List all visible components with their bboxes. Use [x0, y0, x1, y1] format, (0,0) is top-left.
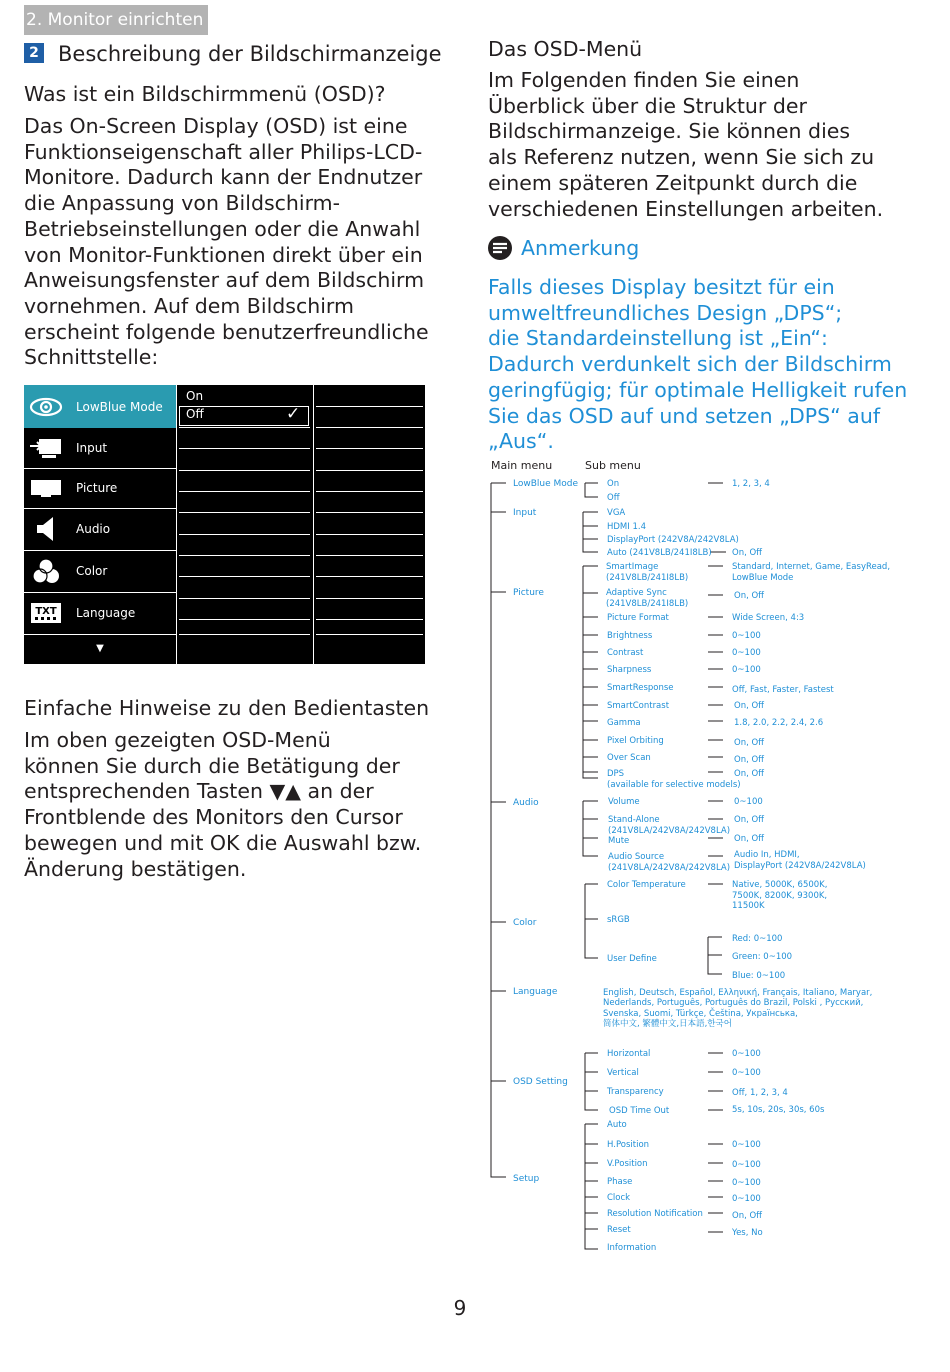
divider [316, 576, 423, 577]
text-line: geringfügig; für optimale Helligkeit rufen [488, 377, 908, 402]
text-line: bewegen und mit OK die Auswahl bzw. [24, 830, 422, 855]
tree-main-item: Language [513, 987, 558, 997]
hint-heading: Einfache Hinweise zu den Bedientasten [24, 696, 430, 720]
tree-sub-item: On [607, 479, 620, 489]
tree-value: 1, 2, 3, 4 [732, 479, 770, 489]
section-title: Beschreibung der Bildschirmanzeige [58, 42, 442, 66]
osd-item-label: Color [76, 564, 108, 578]
tree-sub-item: SmartResponse [607, 683, 674, 693]
osd-menu-heading: Das OSD-Menü [488, 37, 643, 61]
tree-sub-item: Contrast [607, 648, 644, 658]
note-icon [488, 236, 512, 260]
text-line: Überblick über die Struktur der [488, 93, 807, 118]
text-line: können Sie durch die Betätigung der [24, 753, 400, 778]
divider [179, 576, 310, 577]
text-line: Sie das OSD auf und setzen „DPS“ auf [488, 403, 881, 428]
divider [316, 406, 423, 407]
tree-sub-item: SmartImage [606, 562, 659, 572]
tree-language-line: Nederlands, Português, Português do Brazil, Polski , Русский, [603, 998, 864, 1008]
tree-value: 5s, 10s, 20s, 30s, 60s [732, 1105, 825, 1115]
tree-sub-item: Phase [607, 1177, 633, 1187]
divider [24, 508, 176, 509]
text-line: Schnittstelle: [24, 345, 159, 370]
divider [316, 427, 423, 428]
text-line: die Standardeinstellung ist „Ein“: [488, 326, 828, 351]
divider [24, 592, 176, 593]
osd-item-label: Language [76, 606, 136, 620]
tree-value: On, Off [734, 755, 765, 765]
tree-language-list [603, 988, 872, 1029]
tree-sub-item: Off [607, 493, 620, 503]
osd-menu-screenshot [24, 385, 425, 664]
text-line: „Aus“. [488, 429, 554, 454]
osd-item-input [24, 428, 176, 468]
tree-sub-item: OSD Time Out [609, 1106, 670, 1116]
osd-item-color [24, 550, 176, 592]
tree-value: Green: 0~100 [732, 952, 793, 962]
tree-value: On, Off [734, 701, 765, 711]
chapter-tab: 2. Monitor einrichten [24, 5, 208, 35]
tree-sub-item: User Define [607, 954, 657, 964]
divider [179, 427, 310, 428]
divider [179, 512, 310, 513]
tree-sub-item: VGA [607, 508, 626, 518]
tree-sub-item: Picture Format [607, 613, 669, 623]
tree-value: On, Off [734, 738, 765, 748]
divider [179, 619, 310, 620]
tree-sub-item: Audio Source [608, 852, 665, 862]
divider [24, 468, 176, 469]
text-line: verschiedenen Einstellungen arbeiten. [488, 196, 884, 221]
tree-sub-item: Gamma [607, 718, 641, 728]
tree-sub-item: Auto (241V8LB/241I8LB) [607, 548, 712, 558]
divider [179, 534, 310, 535]
tree-value: 0~100 [732, 1160, 761, 1170]
hint-paragraph [24, 728, 444, 882]
osd-item-label: Picture [76, 481, 118, 495]
tree-value: 0~100 [732, 1049, 761, 1059]
txt-icon [24, 602, 68, 624]
tree-value: On, Off [732, 1211, 763, 1221]
note-label: Anmerkung [521, 236, 640, 260]
text-line: Falls dieses Display besitzt für ein [488, 275, 835, 299]
text-line: von Monitor-Funktionen direkt über ein [24, 242, 423, 267]
osd-submenu-off: Off [186, 407, 204, 421]
section-number-badge: 2 [24, 43, 44, 63]
tree-main-header: Main menu [491, 459, 553, 472]
tree-sub-item: Auto [607, 1120, 627, 1130]
text-line: Monitore. Dadurch kann der Endnutzer [24, 165, 423, 190]
check-icon: ✓ [286, 404, 301, 424]
tree-sub-item: Color Temperature [607, 880, 686, 890]
osd-intro-paragraph [24, 114, 444, 371]
tree-sub-item: Pixel Orbiting [607, 736, 664, 746]
divider [316, 598, 423, 599]
text-line: einem späteren Zeitpunkt durch die [488, 170, 858, 195]
divider [176, 385, 177, 664]
tree-sub-item: DPS [607, 769, 625, 779]
text-line: Funktionseigenschaft aller Philips-LCD- [24, 139, 423, 164]
divider [179, 634, 310, 635]
tree-value: On, Off [734, 834, 765, 844]
tree-sub-item: sRGB [607, 915, 630, 925]
tree-value: Yes, No [732, 1228, 763, 1238]
tree-sub-item: V.Position [607, 1159, 648, 1169]
osd-item-language [24, 592, 176, 634]
tree-value: On, Off [732, 548, 763, 558]
divider [316, 534, 423, 535]
text-line: umweltfreundliches Design „DPS“; [488, 300, 843, 325]
tree-language-line: English, Deutsch, Español, Ελληνική, Français, Italiano, Maryar, [603, 988, 873, 998]
tree-value: 0~100 [732, 1194, 761, 1204]
note-paragraph [488, 275, 938, 455]
tree-value: 0~100 [732, 1140, 761, 1150]
text-line: entsprechenden Tasten ▼▲ an der [24, 779, 374, 804]
tree-value: Red: 0~100 [732, 934, 783, 944]
tree-language-line: 简体中文, 繁體中文,日本語,한국어 [603, 1019, 732, 1029]
divider [316, 512, 423, 513]
osd-item-label: LowBlue Mode [76, 399, 163, 414]
text-line: Änderung bestätigen. [24, 856, 247, 881]
tree-sub-item: Information [607, 1243, 657, 1253]
text-line: Im oben gezeigten OSD-Menü [24, 728, 331, 752]
tree-value: 0~100 [732, 1068, 761, 1078]
tree-sub-item: SmartContrast [607, 701, 670, 711]
eye-icon [24, 396, 68, 418]
divider [179, 470, 310, 471]
text-line: Im Folgenden finden Sie einen [488, 68, 800, 92]
tree-sub-item: (241V8LB/241I8LB) [606, 599, 689, 609]
tree-value: On, Off [734, 815, 765, 825]
tree-main-items [513, 479, 578, 1184]
divider [179, 598, 310, 599]
tree-sub-item: Sharpness [607, 665, 652, 675]
divider [316, 470, 423, 471]
txt-icon-label: TXT [35, 606, 57, 617]
text-line: vornehmen. Auf dem Bildschirm [24, 293, 354, 318]
tree-value: 0~100 [732, 631, 761, 641]
tree-sub-item: Vertical [607, 1068, 639, 1078]
tree-main-item: Picture [513, 588, 544, 598]
divider [179, 491, 310, 492]
tree-value: 7500K, 8200K, 9300K, [732, 891, 828, 901]
osd-item-label: Audio [76, 522, 111, 536]
divider [316, 555, 423, 556]
osd-scroll-down-icon: ▼ [96, 643, 104, 654]
tree-sub-item: Over Scan [607, 753, 651, 763]
divider [313, 385, 314, 664]
tree-sub-item: (241V8LB/241I8LB) [606, 573, 689, 583]
text-line: Dadurch verdunkelt sich der Bildschirm [488, 352, 892, 377]
tree-value: Wide Screen, 4:3 [732, 613, 805, 623]
tree-value: 1.8, 2.0, 2.2, 2.4, 2.6 [734, 718, 824, 728]
tree-sub-item: HDMI 1.4 [607, 522, 646, 532]
tree-sub-item: Mute [608, 836, 630, 846]
tree-sub-item: (241V8LA/242V8A/242V8LA) [608, 826, 731, 836]
tree-sub-item: Volume [608, 797, 640, 807]
osd-item-label: Input [76, 441, 108, 455]
tree-sub-item: (available for selective models) [607, 780, 741, 790]
tree-sub-item: Adaptive Sync [606, 588, 667, 598]
tree-value: 0~100 [732, 648, 761, 658]
divider [316, 491, 423, 492]
divider [316, 634, 423, 635]
tree-main-item: Input [513, 508, 537, 518]
osd-menu-tree [488, 455, 928, 1265]
tree-main-item: Setup [513, 1174, 540, 1184]
text-line: Anweisungsfenster auf dem Bildschirm [24, 268, 425, 293]
tree-value: DisplayPort (242V8A/242V8LA) [734, 861, 866, 871]
tree-value: Off, Fast, Faster, Fastest [732, 685, 834, 695]
text-line: Das On-Screen Display (OSD) ist eine [24, 114, 408, 138]
tree-sub-item: H.Position [607, 1140, 650, 1150]
tree-sub-item: DisplayPort (242V8A/242V8LA) [607, 535, 739, 545]
tree-value: Off, 1, 2, 3, 4 [732, 1088, 788, 1098]
tree-main-item: LowBlue Mode [513, 479, 579, 489]
divider [179, 555, 310, 556]
tree-value: 11500K [732, 901, 765, 911]
speaker-icon [24, 515, 68, 543]
osd-menu-paragraph [488, 68, 918, 222]
text-line: erscheint folgende benutzerfreundliche [24, 319, 429, 344]
tree-value: 0~100 [732, 1178, 761, 1188]
divider [316, 619, 423, 620]
tree-sub-item: Reset [607, 1225, 631, 1235]
color-icon [24, 557, 68, 585]
text-line: Betriebseinstellungen oder die Anwahl [24, 216, 421, 241]
input-icon [24, 437, 68, 459]
divider [24, 550, 176, 551]
tree-sub-item: Brightness [607, 631, 653, 641]
osd-submenu-on: On [186, 389, 204, 403]
text-line: als Referenz nutzen, wenn Sie sich zu [488, 145, 875, 170]
tree-value: On, Off [734, 769, 765, 779]
tree-values [731, 479, 890, 1238]
tree-language-line: Svenska, Suomi, Türkçe, Čeština, Українська, [603, 1009, 798, 1019]
tree-value: 0~100 [732, 665, 761, 675]
page-number: 9 [453, 1296, 467, 1320]
tree-main-item: Audio [513, 798, 539, 808]
tree-value: 0~100 [734, 797, 763, 807]
tree-value: Blue: 0~100 [732, 971, 786, 981]
text-line: die Anpassung von Bildschirm- [24, 191, 341, 216]
tree-value: LowBlue Mode [732, 573, 794, 583]
tree-sub-item: Resolution Notification [607, 1209, 703, 1219]
tree-value: Native, 5000K, 6500K, [732, 880, 828, 890]
tree-sub-item: Horizontal [607, 1049, 651, 1059]
osd-item-lowblue [24, 385, 176, 428]
tree-sub-item: Stand-Alone [608, 815, 660, 825]
tree-main-item: Color [513, 918, 537, 928]
divider [316, 448, 423, 449]
tree-value: On, Off [734, 591, 765, 601]
osd-item-picture [24, 468, 176, 508]
tree-value: Standard, Internet, Game, EasyRead, [732, 562, 891, 572]
osd-question-heading: Was ist ein Bildschirmmenü (OSD)? [24, 82, 386, 106]
picture-icon [24, 477, 68, 499]
tree-sub-header: Sub menu [585, 459, 641, 472]
divider [24, 634, 176, 635]
tree-value: Audio In, HDMI, [734, 850, 800, 860]
text-line: Bildschirmanzeige. Sie können dies [488, 119, 851, 144]
text-line: Frontblende des Monitors den Cursor [24, 805, 403, 830]
tree-sub-item: Clock [607, 1193, 631, 1203]
tree-main-item: OSD Setting [513, 1077, 568, 1087]
divider [179, 448, 310, 449]
osd-item-audio [24, 508, 176, 550]
tree-sub-item: (241V8LA/242V8A/242V8LA) [608, 863, 731, 873]
tree-sub-item: Transparency [607, 1087, 664, 1097]
